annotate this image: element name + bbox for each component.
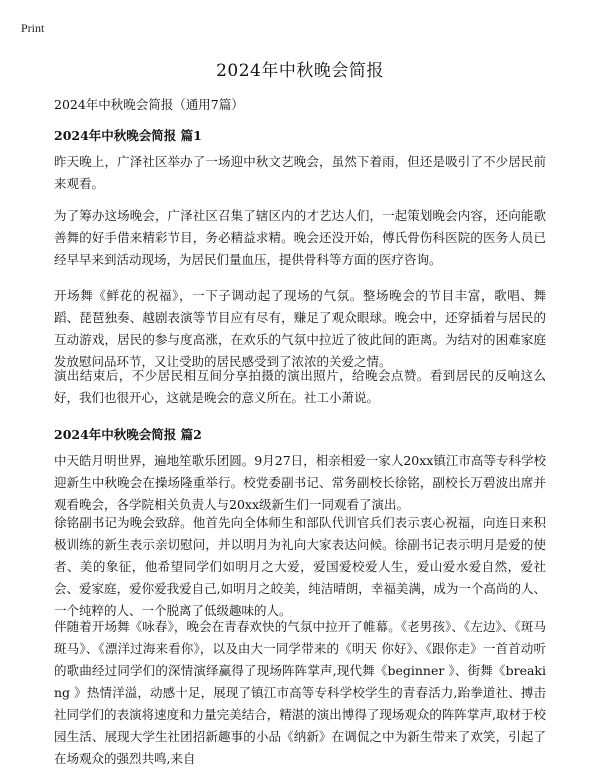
paragraph: 昨天晚上，广泽社区举办了一场迎中秋文艺晚会，虽然下着雨，但还是吸引了不少居民前来观看。 [54, 154, 546, 191]
paragraph: 徐铭副书记为晚会致辞。他首先向全体师生和部队代训官兵们表示衷心祝福，向连日来积极训练的新生表示亲切慰问，并以明月为礼向大家表达问候。徐副书记表示明月是爱的使者、美的象征，他希望同学们如明月之大爱，爱国爱校爱人生，爱山爱水爱自然，爱社会、爱家庭，爱你爱我爱自己,如明月之皎美，纯洁晴朗，幸福美满，成为一个高尚的人、一个纯粹的人、一个脱离了低级趣味的人。 [54, 515, 546, 618]
section-heading-2: 2024年中秋晚会简报 篇2 [54, 427, 202, 442]
paragraph: 演出结束后，不少居民相互间分享拍摄的演出照片，给晚会点赞。看到居民的反响这么好，我们也很开心，这就是晚会的意义所在。社工小萧说。 [54, 368, 546, 405]
paragraph: 伴随着开场舞《咏春》，晚会在青春欢快的气氛中拉开了帷幕。《老男孩》、《左边》、《斑马斑马》、《漂洋过海来看你》，以及由大一同学带来的《明天 你好》、《跟你走》一首首动听的歌曲经过同学们的深情演绎赢得了现场阵阵掌声,现代舞《beginner 》、街舞《breaking 》热情洋溢，动感十足，展现了镇江市高等专科学校学生的青春活力,跆拳道社、搏击社同学们的表演将速度和力量完美结合，精湛的演出博得了现场观众的阵阵掌声,取材于校园生活、展现大学生社团招新趣事的小品《纳新》在调侃之中为新生带来了欢笑，引起了在场观众的强烈共鸣,来自 [54, 619, 546, 766]
article-subtitle: 2024年中秋晚会简报（通用7篇） [54, 97, 244, 112]
print-link[interactable]: Print [21, 21, 45, 35]
paragraph: 中天皓月明世界，遍地笙歌乐团圆。9月27日，相亲相爱一家人20xx镇江市高等专科学校迎新生中秋晚会在操场隆重举行。校党委副书记、常务副校长徐铭，副校长万碧波出席并观看晚会，各学院相关负责人与20xx级新生们一同观看了演出。 [54, 453, 546, 512]
paragraph: 为了筹办这场晚会，广泽社区召集了辖区内的才艺达人们，一起策划晚会内容，还向能歌善舞的好手借来精彩节目，务必精益求精。晚会还没开始，傅氏骨伤科医院的医务人员已经早早来到活动现场，为居民们量血压，提供骨科等方面的医疗咨询。 [54, 208, 546, 267]
paragraph: 开场舞《鲜花的祝福》，一下子调动起了现场的气氛。整场晚会的节目丰富，歌唱、舞蹈、琵琶独奏、越剧表演等节目应有尽有，赚足了观众眼球。晚会中，还穿插着与居民的互动游戏，居民的参与度高涨，在欢乐的气氛中拉近了彼此间的距离。为结对的困难家庭发放慰问品环节，又让受助的居民感受到了浓浓的关爱之情。 [54, 288, 546, 369]
page-title: 2024年中秋晚会简报 [216, 61, 384, 81]
section-heading-1: 2024年中秋晚会简报 篇1 [54, 128, 202, 143]
